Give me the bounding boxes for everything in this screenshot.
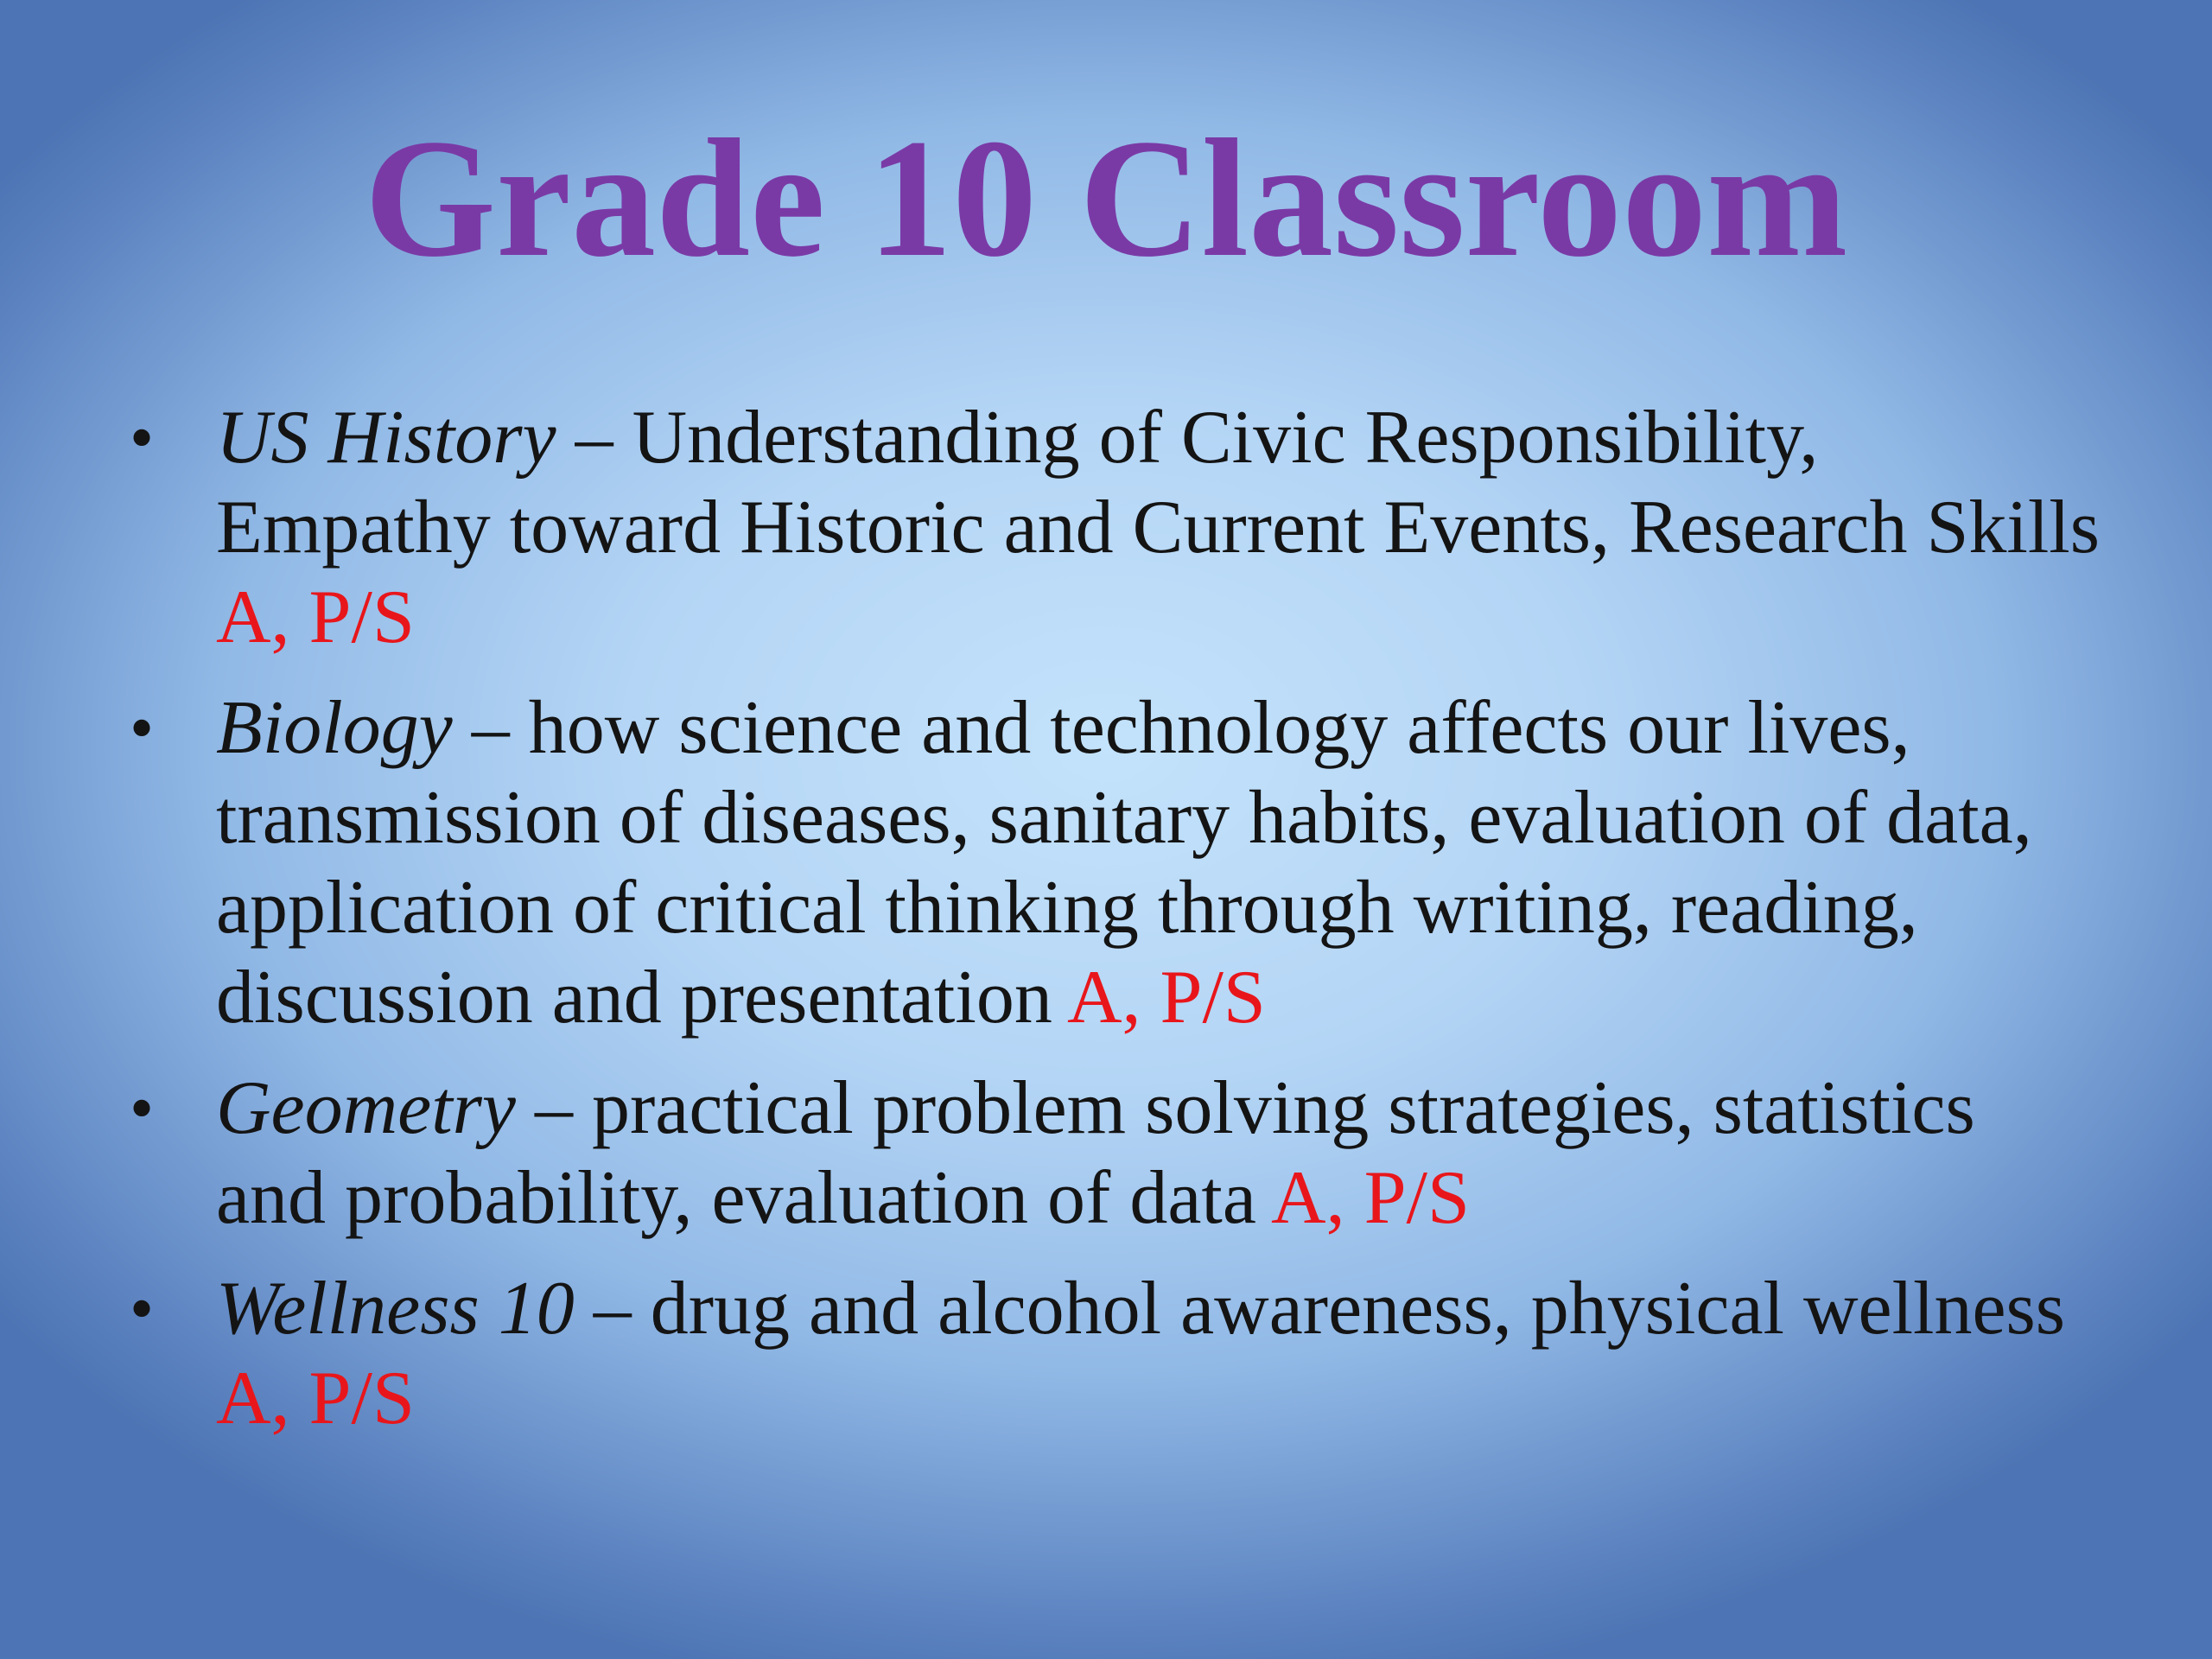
bullet-item-geometry [130,1064,2100,1243]
description-us-history: – Understanding of Civic Responsibility, Empathy toward Historic and Current Events, Research Skills [216,396,2100,569]
slide-title: Grade 10 Classroom [364,105,1848,292]
codes-wellness-10: A, P/S [216,1357,415,1440]
subject-us-history: US History [216,396,556,480]
codes-geometry: A, P/S [1271,1156,1470,1240]
bullet-dot-icon: • [130,400,155,476]
bullet-item-us-history [130,393,2100,663]
description-wellness-10: – drug and alcohol awareness, physical wellness [574,1267,2066,1351]
codes-biology: A, P/S [1066,956,1266,1039]
subject-geometry: Geometry [216,1066,516,1150]
bullet-dot-icon: • [130,690,155,766]
bullet-item-biology [130,683,2100,1043]
subject-biology: Biology [216,686,453,770]
bullet-list [130,393,2100,1465]
bullet-dot-icon: • [130,1271,155,1347]
bullet-item-wellness-10 [130,1264,2100,1444]
codes-us-history: A, P/S [216,575,415,659]
subject-wellness-10: Wellness 10 [216,1267,575,1351]
bullet-dot-icon: • [130,1071,155,1147]
description-biology: – how science and technology affects our lives, transmission of diseases, sanitary habits, evaluation of data, application of critical thinking through writing, reading, discussion and presentation [216,686,2032,1039]
description-geometry: – practical problem solving strategies, statistics and probability, evaluation of data [216,1066,1975,1240]
